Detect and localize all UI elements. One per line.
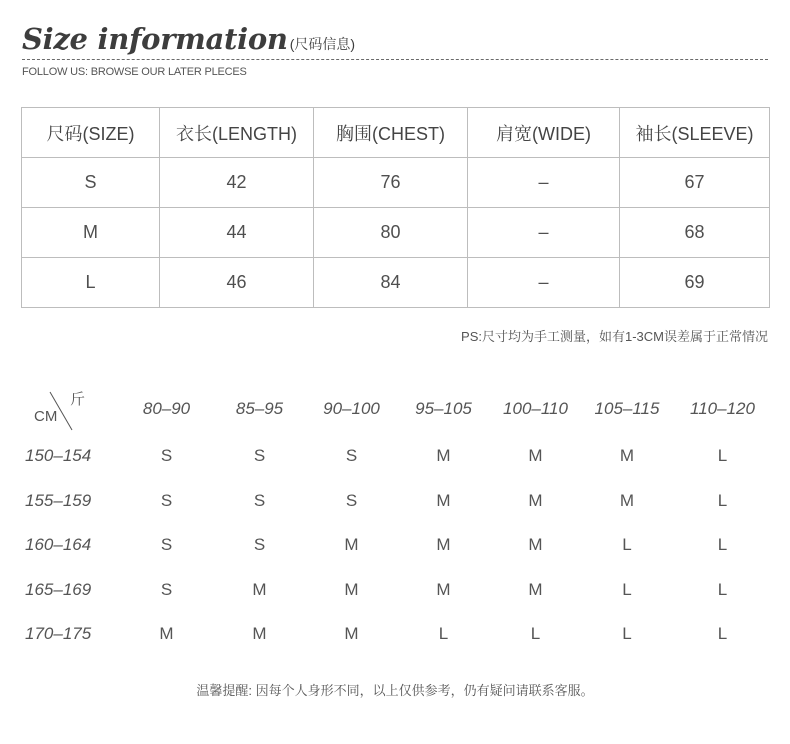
header-wide: 肩宽(WIDE) bbox=[468, 108, 620, 158]
height-range: 165–169 bbox=[25, 579, 92, 599]
height-unit-label: CM bbox=[34, 408, 58, 425]
size-table bbox=[21, 107, 770, 308]
weight-range: 105–115 bbox=[594, 399, 660, 418]
cell-chest: 76 bbox=[314, 158, 468, 208]
header-size: 尺码(SIZE) bbox=[22, 108, 160, 158]
weight-unit-label: 斤 bbox=[70, 391, 86, 408]
table-row bbox=[22, 158, 770, 208]
size-cell: L bbox=[438, 624, 449, 644]
size-cell: M bbox=[528, 490, 543, 510]
size-cell: L bbox=[622, 535, 632, 555]
table-row bbox=[20, 479, 772, 524]
size-cell: M bbox=[436, 490, 451, 510]
measurement-note: PS:尺寸均为手工测量，如有1-3CM误差属于正常情况 bbox=[461, 329, 768, 344]
size-cell: M bbox=[528, 446, 543, 466]
cell-size: M bbox=[22, 208, 160, 258]
table-row bbox=[22, 258, 770, 308]
corner-cell bbox=[20, 384, 120, 434]
header-sleeve: 袖长(SLEEVE) bbox=[620, 108, 770, 158]
cell-sleeve: 69 bbox=[620, 258, 770, 308]
cell-chest: 84 bbox=[314, 258, 468, 308]
cell-wide: – bbox=[468, 208, 620, 258]
size-cell: S bbox=[253, 535, 266, 555]
size-cell: S bbox=[160, 446, 173, 466]
size-table-header-row bbox=[22, 108, 770, 158]
size-cell: L bbox=[622, 624, 632, 644]
cell-length: 42 bbox=[160, 158, 314, 208]
size-cell: M bbox=[159, 624, 174, 644]
cell-sleeve: 67 bbox=[620, 158, 770, 208]
cell-sleeve: 68 bbox=[620, 208, 770, 258]
cell-size: S bbox=[22, 158, 160, 208]
size-cell: L bbox=[717, 624, 728, 644]
table-row bbox=[20, 523, 772, 568]
size-cell: S bbox=[345, 490, 358, 510]
weight-range: 85–95 bbox=[235, 399, 284, 418]
page-title-row bbox=[22, 22, 355, 62]
cell-length: 46 bbox=[160, 258, 314, 308]
size-cell: S bbox=[160, 490, 173, 510]
weight-range: 100–110 bbox=[503, 399, 568, 418]
weight-range: 110–120 bbox=[690, 399, 755, 418]
cell-wide: – bbox=[468, 258, 620, 308]
header-length: 衣长(LENGTH) bbox=[160, 108, 314, 158]
size-cell: M bbox=[344, 535, 359, 555]
reminder-note: 温馨提醒: 因每个人身形不同，以上仅供参考，仍有疑问请联系客服。 bbox=[196, 683, 594, 698]
table-row bbox=[20, 612, 772, 657]
size-cell: M bbox=[436, 446, 451, 466]
cell-wide: – bbox=[468, 158, 620, 208]
cell-chest: 80 bbox=[314, 208, 468, 258]
dashed-divider bbox=[22, 59, 768, 60]
page-title: Size information bbox=[22, 22, 288, 56]
size-cell: M bbox=[528, 535, 543, 555]
size-cell: M bbox=[252, 579, 267, 599]
size-cell: S bbox=[253, 490, 266, 510]
follow-text: FOLLOW US: BROWSE OUR LATER PLECES bbox=[22, 66, 247, 78]
table-row bbox=[22, 208, 770, 258]
table-row bbox=[20, 568, 772, 613]
size-cell: S bbox=[160, 535, 173, 555]
size-cell: L bbox=[622, 579, 632, 599]
size-cell: S bbox=[160, 579, 173, 599]
size-cell: M bbox=[344, 624, 359, 644]
reference-header-row bbox=[20, 384, 772, 434]
height-range: 155–159 bbox=[25, 490, 92, 510]
size-cell: M bbox=[619, 490, 635, 510]
size-cell: S bbox=[253, 446, 266, 466]
size-reference-table bbox=[20, 384, 772, 657]
height-range: 160–164 bbox=[25, 535, 92, 555]
size-cell: L bbox=[717, 446, 728, 466]
header-chest: 胸围(CHEST) bbox=[314, 108, 468, 158]
height-range: 170–175 bbox=[25, 624, 92, 644]
table-row bbox=[20, 434, 772, 479]
size-cell: S bbox=[345, 446, 358, 466]
cell-size: L bbox=[22, 258, 160, 308]
weight-range: 90–100 bbox=[323, 399, 380, 418]
size-cell: M bbox=[252, 624, 267, 644]
weight-range: 95–105 bbox=[415, 399, 472, 418]
height-range: 150–154 bbox=[25, 446, 92, 466]
size-cell: L bbox=[530, 624, 541, 644]
size-cell: M bbox=[436, 535, 451, 555]
size-cell: M bbox=[619, 446, 635, 466]
size-cell: M bbox=[436, 579, 451, 599]
weight-range: 80–90 bbox=[142, 399, 191, 418]
cell-length: 44 bbox=[160, 208, 314, 258]
size-cell: L bbox=[717, 490, 728, 510]
size-cell: L bbox=[717, 579, 728, 599]
page-subtitle: (尺码信息) bbox=[289, 36, 356, 52]
size-cell: M bbox=[528, 579, 543, 599]
size-cell: L bbox=[717, 535, 728, 555]
size-cell: M bbox=[344, 579, 359, 599]
